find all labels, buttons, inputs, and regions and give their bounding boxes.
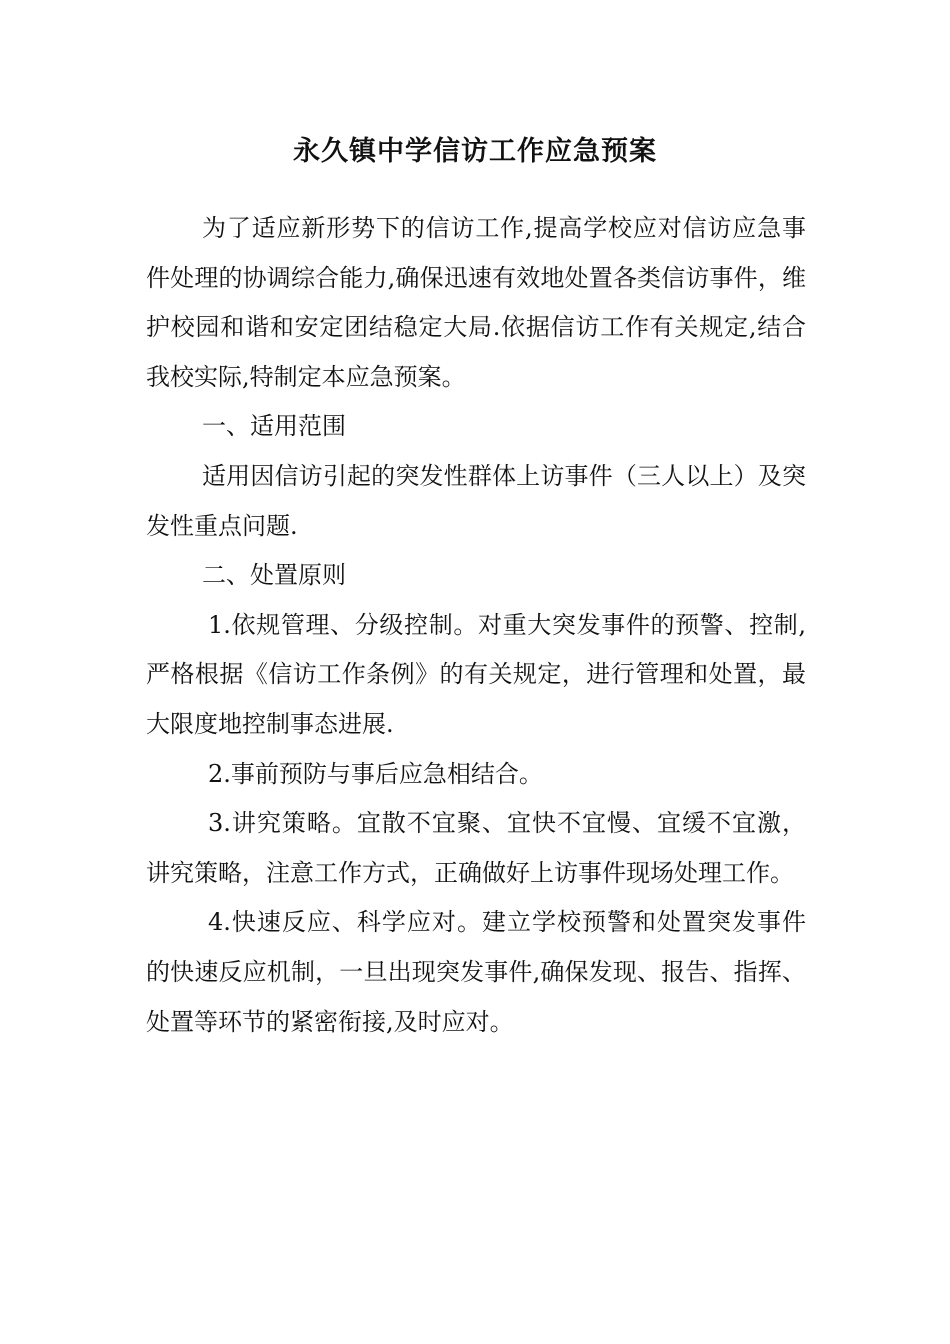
principle-item-2: 2.事前预防与事后应急相结合。 <box>208 759 543 788</box>
document-body <box>146 204 806 1047</box>
principle-item-1: 1.依规管理、分级控制。对重大突发事件的预警、控制,严格根据《信访工作条例》的有关规定，进行管理和处置，最大限度地控制事态进展. <box>146 610 806 738</box>
scope-paragraph: 适用因信访引起的突发性群体上访事件（三人以上）及突发性重点问题. <box>146 461 806 540</box>
principle-item-4: 4.快速反应、科学应对。建立学校预警和处置突发事件的快速反应机制，一旦出现突发事件,确保发现、报告、指挥、处置等环节的紧密衔接,及时应对。 <box>146 908 806 1036</box>
document-title: 永久镇中学信访工作应急预案 <box>293 136 657 167</box>
section-heading-scope: 一、适用范围 <box>202 412 346 441</box>
principle-item-3: 3.讲究策略。宜散不宜聚、宜快不宜慢、宜缓不宜激，讲究策略，注意工作方式，正确做好上访事件现场处理工作。 <box>146 809 806 887</box>
intro-paragraph: 为了适应新形势下的信访工作,提高学校应对信访应急事件处理的协调综合能力,确保迅速有效地处置各类信访事件，维护校园和谐和安定团结稳定大局.依据信访工作有关规定,结合我校实际,特制定本应急预案。 <box>146 214 806 391</box>
section-heading-principles: 二、处置原则 <box>202 561 346 590</box>
